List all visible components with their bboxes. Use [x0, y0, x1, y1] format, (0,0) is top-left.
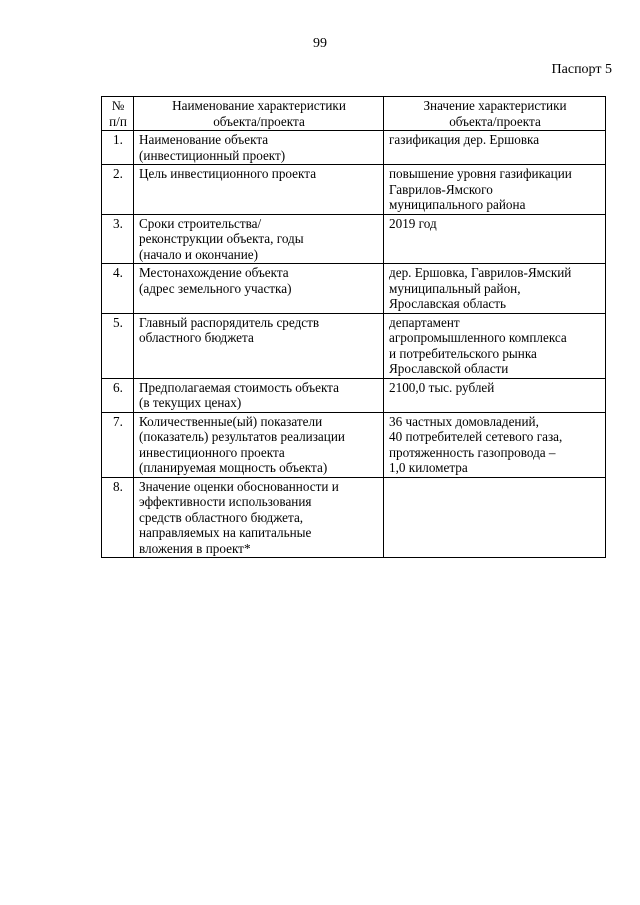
cell-line: (планируемая мощность объекта) [139, 460, 328, 475]
row-value-cell [384, 378, 606, 412]
page-number: 99 [313, 36, 327, 51]
cell-line: 1,0 километра [389, 460, 468, 475]
cell-line: департамент [389, 314, 460, 330]
cell-line: Количественные(ый) показатели [139, 413, 323, 429]
cell-line: (начало и окончание) [139, 246, 259, 262]
header-num [102, 97, 134, 131]
cell-line: и потребительского рынка [389, 345, 537, 361]
row-value-cell [384, 214, 606, 264]
table-header-row [102, 97, 606, 131]
row-name-cell [134, 214, 384, 264]
cell-line: (инвестиционный проект) [139, 147, 286, 163]
table-row [102, 214, 606, 264]
header-line: № [111, 98, 125, 113]
cell-line: эффективности использования [139, 494, 312, 509]
row-number: 3. [102, 214, 134, 264]
row-value-cell [384, 313, 606, 378]
row-value-cell [384, 477, 606, 558]
row-name-cell [134, 378, 384, 412]
row-value-cell [384, 264, 606, 314]
cell-line: агропромышленного комплекса [389, 330, 567, 345]
cell-line: Предполагаемая стоимость объекта [139, 379, 339, 395]
table-row [102, 378, 606, 412]
header-line: Наименование характеристики [172, 98, 346, 113]
row-name-cell [134, 313, 384, 378]
cell-line: (адрес земельного участка) [139, 280, 292, 296]
cell-line: 36 частных домовладений, [389, 413, 539, 429]
cell-line: дер. Ершовка, Гаврилов-Ямский [389, 265, 572, 280]
cell-line: областного бюджета [139, 330, 254, 345]
cell-line: средств областного бюджета, [139, 509, 304, 525]
cell-line: Гаврилов-Ямского [389, 181, 493, 197]
cell-line: 40 потребителей сетевого газа, [389, 429, 563, 444]
cell-line: (показатель) результатов реализации [139, 429, 345, 444]
passport-label: Паспорт 5 [551, 62, 612, 77]
header-line: п/п [109, 113, 127, 129]
row-number: 5. [102, 313, 134, 378]
cell-line: Местонахождение объекта [139, 265, 289, 280]
cell-line: (в текущих ценах) [139, 395, 242, 410]
cell-line: Значение оценки обоснованности и [139, 478, 339, 494]
cell-line: Наименование объекта [139, 132, 269, 147]
table-row [102, 412, 606, 477]
table-row [102, 477, 606, 558]
header-line: объекта/проекта [213, 113, 305, 129]
table-row [102, 313, 606, 378]
cell-line: инвестиционного проекта [139, 444, 285, 460]
cell-line: протяженность газопровода – [389, 444, 556, 460]
header-name [134, 97, 384, 131]
header-line: Значение характеристики [423, 98, 567, 113]
cell-line: 2100,0 тыс. рублей [389, 379, 495, 395]
header-value [384, 97, 606, 131]
row-number: 1. [102, 131, 134, 165]
cell-line: Ярославской области [389, 361, 509, 376]
cell-line: реконструкции объекта, годы [139, 231, 304, 246]
row-number: 2. [102, 165, 134, 215]
cell-line: Сроки строительства/ [139, 215, 262, 231]
row-name-cell [134, 165, 384, 215]
row-name-cell [134, 131, 384, 165]
row-number: 8. [102, 477, 134, 558]
row-value-cell [384, 165, 606, 215]
cell-line: Цель инвестиционного проекта [139, 166, 317, 181]
row-number: 6. [102, 378, 134, 412]
cell-line: муниципальный район, [389, 280, 521, 296]
cell-line: повышение уровня газификации [389, 166, 572, 181]
cell-line: направляемых на капитальные [139, 525, 312, 540]
row-value-cell [384, 131, 606, 165]
cell-line: газификация дер. Ершовка [389, 132, 540, 147]
table-row [102, 264, 606, 314]
row-number: 4. [102, 264, 134, 314]
row-number: 7. [102, 412, 134, 477]
cell-line: 2019 год [389, 215, 437, 231]
passport-table [101, 96, 606, 558]
row-value-cell [384, 412, 606, 477]
header-line: объекта/проекта [449, 113, 541, 129]
row-name-cell [134, 477, 384, 558]
cell-line: Ярославская область [389, 296, 507, 311]
cell-line: вложения в проект* [139, 540, 251, 556]
table-row [102, 165, 606, 215]
table-row [102, 131, 606, 165]
row-name-cell [134, 264, 384, 314]
cell-line: муниципального района [389, 197, 526, 212]
row-name-cell [134, 412, 384, 477]
cell-line: Главный распорядитель средств [139, 314, 320, 330]
